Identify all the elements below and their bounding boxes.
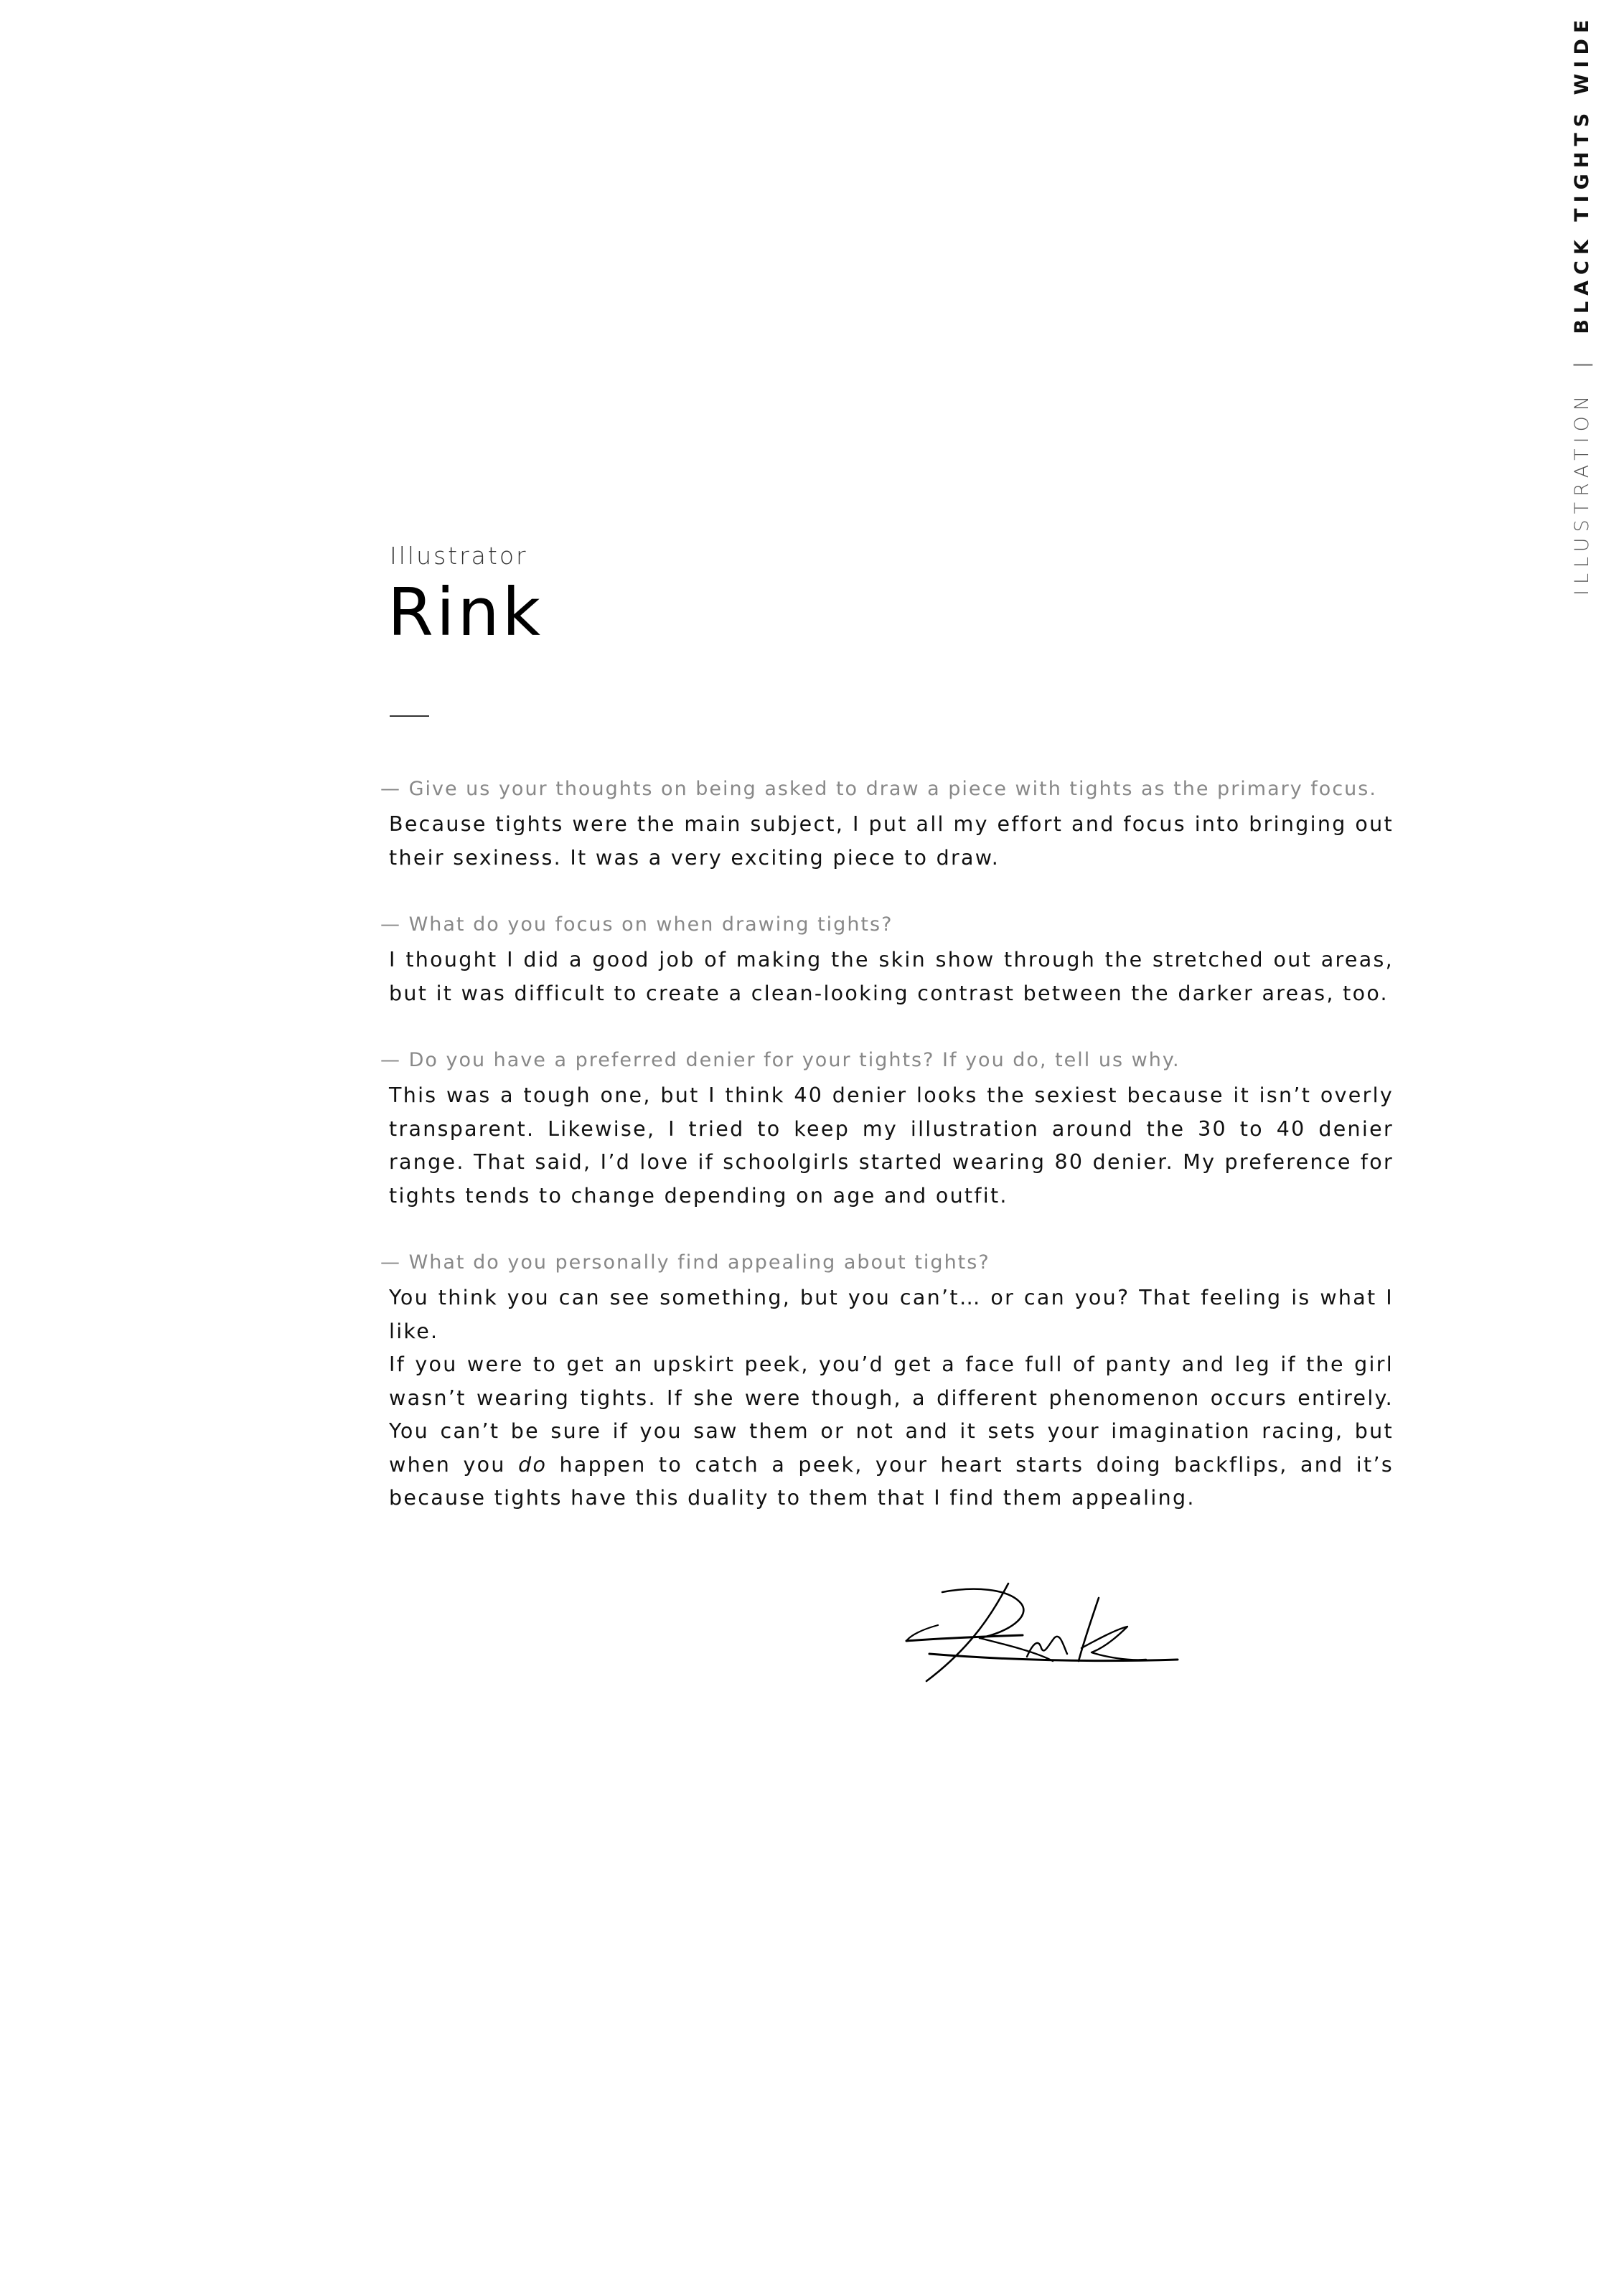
qa-item bbox=[380, 776, 1414, 875]
question-text: — Give us your thoughts on being asked to draw a piece with tights as the primary focus. bbox=[380, 778, 1377, 800]
question-text: — What do you personally find appealing about tights? bbox=[380, 1251, 990, 1274]
interview-section bbox=[380, 776, 1414, 1553]
answer-part: happen to catch a peek, your heart starts doing backflips, and it’s because tights have this duality to them that I find them appealing. bbox=[389, 1452, 1394, 1510]
answer-text: This was a tough one, but I think 40 denier looks the sexiest because it isn’t overly transparent. Likewise, I tried to keep my illustration around the 30 to 40 denier range. That said, I’d love if schoolgirls started wearing 80 denier. My preference for tights tends to change depending on age and outfit. bbox=[389, 1083, 1394, 1208]
qa-item bbox=[380, 1048, 1414, 1213]
question-text: — What do you focus on when drawing tights? bbox=[380, 913, 893, 936]
artist-name: Rink bbox=[388, 574, 544, 651]
signature-image bbox=[901, 1582, 1181, 1683]
answer-text: Because tights were the main subject, I put all my effort and focus into bringing out their sexiness. It was a very exciting piece to draw. bbox=[389, 812, 1394, 870]
answer-emphasis: do bbox=[518, 1452, 548, 1477]
title-separator: | bbox=[1571, 356, 1593, 369]
series-label: ILLUSTRATION bbox=[1571, 390, 1593, 596]
answer-paragraph bbox=[389, 1348, 1394, 1515]
question-text: — Do you have a preferred denier for your tights? If you do, tell us why. bbox=[380, 1049, 1181, 1071]
answer-part: If you were to get an upskirt peek, you’d get a face full of panty and leg if the girl wasn’t wearing tights. If she were though, a different phenomenon occurs entirely. You can’t be sure if you saw them or not and it sets your imagination racing, but when you bbox=[389, 1352, 1394, 1477]
collection-label: BLACK TIGHTS WIDE bbox=[1571, 14, 1593, 334]
answer-text bbox=[389, 1281, 1394, 1515]
divider-rule bbox=[390, 715, 429, 717]
qa-item bbox=[380, 912, 1414, 1010]
answer-text: I thought I did a good job of making the skin show through the stretched out areas, but it was difficult to create a clean-looking contrast between the darker areas, too. bbox=[389, 948, 1394, 1005]
vertical-section-title bbox=[1570, 14, 1595, 596]
qa-item bbox=[380, 1250, 1414, 1515]
role-label: Illustrator bbox=[390, 542, 528, 570]
answer-line: You think you can see something, but you can’t… or can you? That feeling is what I like. bbox=[389, 1286, 1394, 1343]
